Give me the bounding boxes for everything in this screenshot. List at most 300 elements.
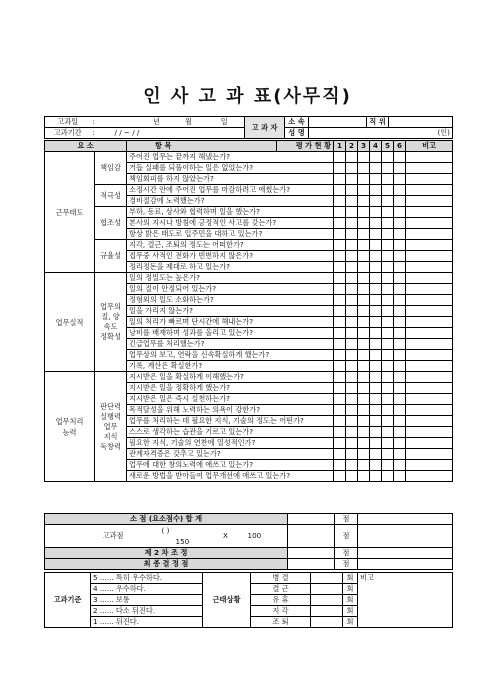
score-cell-2[interactable]: [346, 317, 358, 328]
note-cell[interactable]: [406, 460, 453, 471]
table-row: [45, 573, 453, 584]
score-cell-3[interactable]: [358, 174, 370, 185]
criteria-item: 1 ...... 뒤진다.: [91, 617, 203, 628]
evaluation-item: 접무중 사적인 전화가 빈번하지 않은가?: [127, 251, 334, 262]
score-cell-1[interactable]: [334, 394, 346, 405]
score-unit: 점: [335, 525, 358, 548]
score-cell-4[interactable]: [370, 372, 382, 383]
dept-field[interactable]: [309, 117, 367, 128]
score-cell-6[interactable]: [394, 152, 406, 163]
score-cell-2[interactable]: [346, 163, 358, 174]
note-cell[interactable]: [406, 372, 453, 383]
dept-label: 소 속: [285, 117, 309, 128]
score-header-1: 1: [334, 141, 346, 152]
score-cell-6[interactable]: [394, 372, 406, 383]
note-cell[interactable]: [406, 251, 453, 262]
note-cell[interactable]: [406, 207, 453, 218]
score-times: X: [206, 525, 246, 548]
score-cell-4[interactable]: [370, 427, 382, 438]
score-cell-6[interactable]: [394, 207, 406, 218]
score-cell-2[interactable]: [346, 383, 358, 394]
evaluation-item: 일의 질이 안정되어 있는가?: [127, 284, 334, 295]
score-cell-1[interactable]: [334, 207, 346, 218]
evaluation-item: 업무상의 보고, 연락을 신속확실하게 했는가?: [127, 350, 334, 361]
score-cell-1[interactable]: [334, 471, 346, 482]
note-cell[interactable]: [406, 427, 453, 438]
score-cell-4[interactable]: [370, 229, 382, 240]
score-cell-1[interactable]: [334, 284, 346, 295]
score-cell-2[interactable]: [346, 460, 358, 471]
item-header: 항 목: [127, 141, 277, 152]
note-cell[interactable]: [406, 416, 453, 427]
score-cell-2[interactable]: [346, 251, 358, 262]
score-cell-6[interactable]: [394, 196, 406, 207]
score-cell-4[interactable]: [370, 416, 382, 427]
attendance-label: 근태상황: [203, 573, 251, 628]
score-cell-5[interactable]: [382, 152, 394, 163]
note-cell[interactable]: [406, 449, 453, 460]
score-cell-5[interactable]: [382, 251, 394, 262]
score-cell-2[interactable]: [346, 339, 358, 350]
score-cell-5[interactable]: [382, 284, 394, 295]
score-cell-3[interactable]: [358, 229, 370, 240]
note-cell[interactable]: [406, 273, 453, 284]
score-cell-4[interactable]: [370, 383, 382, 394]
score-cell-6[interactable]: [394, 317, 406, 328]
section-category: [45, 152, 95, 273]
sub-element: [95, 273, 127, 372]
position-field[interactable]: [389, 117, 453, 128]
score-cell-2[interactable]: [346, 262, 358, 273]
eval-period-colon: :: [91, 128, 113, 139]
score-cell-1[interactable]: [334, 251, 346, 262]
score-cell-5[interactable]: [382, 394, 394, 405]
score-cell-1[interactable]: [334, 460, 346, 471]
score-cell-1[interactable]: [334, 317, 346, 328]
score-cell-1[interactable]: [334, 163, 346, 174]
score-cell-5[interactable]: [382, 273, 394, 284]
sub-element: [95, 207, 127, 240]
note-cell[interactable]: [406, 174, 453, 185]
score-cell-1[interactable]: [334, 295, 346, 306]
score-cell-2[interactable]: [346, 394, 358, 405]
score-cell-3[interactable]: [358, 295, 370, 306]
table-row: [45, 185, 453, 196]
score-cell-3[interactable]: [358, 471, 370, 482]
score-cell-6[interactable]: [394, 295, 406, 306]
score-cell-5[interactable]: [382, 185, 394, 196]
score-cell-2[interactable]: [346, 295, 358, 306]
score-cell-4[interactable]: [370, 350, 382, 361]
note-cell[interactable]: [406, 306, 453, 317]
table-row: [45, 273, 453, 284]
score-cell-6[interactable]: [394, 284, 406, 295]
final-score-unit: 점: [335, 559, 358, 570]
score-cell-5[interactable]: [382, 460, 394, 471]
evaluation-item: 목적달성을 위해 노력하는 의욕이 강한가?: [127, 405, 334, 416]
note-cell[interactable]: [406, 328, 453, 339]
score-cell-6[interactable]: [394, 229, 406, 240]
note-cell[interactable]: [406, 262, 453, 273]
sub-element: [95, 372, 127, 482]
score-cell-1[interactable]: [334, 174, 346, 185]
score-cell-3[interactable]: [358, 383, 370, 394]
note-header: 비고: [406, 141, 453, 152]
section-category-text: 업무실적: [55, 317, 84, 327]
score-cell-2[interactable]: [346, 229, 358, 240]
note-cell[interactable]: [406, 163, 453, 174]
score-cell-4[interactable]: [370, 174, 382, 185]
score-cell-1[interactable]: [334, 152, 346, 163]
score-cell-2[interactable]: [346, 273, 358, 284]
score-cell-5[interactable]: [382, 240, 394, 251]
evaluation-item: 스스로 생각하는 습관을 기르고 있는가?: [127, 427, 334, 438]
score-cell-5[interactable]: [382, 262, 394, 273]
score-cell-1[interactable]: [334, 185, 346, 196]
score-cell-6[interactable]: [394, 394, 406, 405]
evaluation-item: 본사의 지시나 방침에 긍정적인 사고를 갖는가?: [127, 218, 334, 229]
score-cell-3[interactable]: [358, 394, 370, 405]
score-cell-1[interactable]: [334, 350, 346, 361]
score-cell-1[interactable]: [334, 240, 346, 251]
evaluation-item: 지각, 결근, 조퇴의 정도는 어떠한가?: [127, 240, 334, 251]
score-cell-5[interactable]: [382, 427, 394, 438]
evaluation-item: 관계자격증은 갖추고 있는가?: [127, 449, 334, 460]
score-cell-3[interactable]: [358, 240, 370, 251]
score-cell-4[interactable]: [370, 152, 382, 163]
score-cell-4[interactable]: [370, 438, 382, 449]
score-cell-3[interactable]: [358, 427, 370, 438]
score-cell-3[interactable]: [358, 449, 370, 460]
note-cell[interactable]: [406, 471, 453, 482]
score-cell-1[interactable]: [334, 416, 346, 427]
score-cell-5[interactable]: [382, 416, 394, 427]
score-cell-3[interactable]: [358, 163, 370, 174]
score-cell-5[interactable]: [382, 229, 394, 240]
criteria-item: 5 ...... 특히 우수하다.: [91, 573, 203, 584]
score-cell-6[interactable]: [394, 427, 406, 438]
score-cell-1[interactable]: [334, 218, 346, 229]
score-cell-4[interactable]: [370, 471, 382, 482]
score-cell-4[interactable]: [370, 262, 382, 273]
final-score-value[interactable]: [288, 559, 335, 570]
subtotal-value[interactable]: [288, 514, 335, 525]
score-cell-4[interactable]: [370, 405, 382, 416]
attendance-unit: 회: [343, 595, 358, 606]
note-cell[interactable]: [406, 240, 453, 251]
score-cell-4[interactable]: [370, 361, 382, 372]
note-cell[interactable]: [406, 438, 453, 449]
score-cell-1[interactable]: [334, 196, 346, 207]
score-cell-5[interactable]: [382, 339, 394, 350]
score-cell-6[interactable]: [394, 438, 406, 449]
score-cell-3[interactable]: [358, 438, 370, 449]
score-cell-5[interactable]: [382, 372, 394, 383]
evaluation-item: 부하, 동료, 상사와 협력하며 일을 했는가?: [127, 207, 334, 218]
attendance-count[interactable]: [311, 595, 343, 606]
score-cell-5[interactable]: [382, 295, 394, 306]
score-cell-4[interactable]: [370, 240, 382, 251]
score-header-4: 4: [370, 141, 382, 152]
score-cell-2[interactable]: [346, 174, 358, 185]
score-cell-4[interactable]: [370, 328, 382, 339]
eval-date-day: 일: [205, 117, 245, 128]
evaluation-item: 지시받은 일을 확실하게 이해했는가?: [127, 372, 334, 383]
criteria-item: 3 ...... 보통: [91, 595, 203, 606]
score-cell-4[interactable]: [370, 394, 382, 405]
score-cell-1[interactable]: [334, 328, 346, 339]
score-cell-4[interactable]: [370, 460, 382, 471]
score-cell-2[interactable]: [346, 306, 358, 317]
score-cell-5[interactable]: [382, 449, 394, 460]
note-cell[interactable]: [406, 350, 453, 361]
sub-element: [95, 152, 127, 185]
section-category: [45, 372, 95, 482]
note-cell[interactable]: [406, 405, 453, 416]
score-cell-2[interactable]: [346, 185, 358, 196]
attendance-unit: 회: [343, 606, 358, 617]
score-cell-2[interactable]: [346, 350, 358, 361]
score-cell-5[interactable]: [382, 438, 394, 449]
sub-element-text: 규율성: [100, 251, 121, 260]
score-cell-3[interactable]: [358, 328, 370, 339]
attendance-unit: 회: [343, 617, 358, 628]
score-cell-6[interactable]: [394, 405, 406, 416]
note-cell[interactable]: [406, 339, 453, 350]
subtotal-unit: 점: [335, 514, 358, 525]
score-cell-3[interactable]: [358, 306, 370, 317]
score-cell-6[interactable]: [394, 361, 406, 372]
score-cell-3[interactable]: [358, 350, 370, 361]
score-cell-3[interactable]: [358, 372, 370, 383]
score-cell-1[interactable]: [334, 229, 346, 240]
sub-element-text: 독창력: [100, 441, 121, 451]
attendance-count[interactable]: [311, 617, 343, 628]
score-cell-6[interactable]: [394, 218, 406, 229]
sub-element-text: 협조성: [100, 218, 121, 227]
score-cell-4[interactable]: [370, 284, 382, 295]
name-field[interactable]: [309, 128, 389, 139]
score-cell-6[interactable]: [394, 383, 406, 394]
score-cell-2[interactable]: [346, 361, 358, 372]
evaluation-item: 업무를 처리하는 데 필요한 지식, 기술의 정도는 어떤가?: [127, 416, 334, 427]
score-cell-4[interactable]: [370, 295, 382, 306]
score-cell-6[interactable]: [394, 328, 406, 339]
evaluation-item: 소정시간 안에 주어진 업무를 마감하려고 애썼는가?: [127, 185, 334, 196]
score-cell-4[interactable]: [370, 449, 382, 460]
score-cell-4[interactable]: [370, 218, 382, 229]
score-cell-2[interactable]: [346, 240, 358, 251]
sub-element-text: 책임감: [100, 163, 121, 172]
evaluation-item: 필요한 지식, 기술의 연찬에 열성적인가?: [127, 438, 334, 449]
score-cell-1[interactable]: [334, 405, 346, 416]
score-cell-6[interactable]: [394, 306, 406, 317]
score-cell-3[interactable]: [358, 317, 370, 328]
eval-date-label: 고과일: [45, 117, 91, 128]
score-cell-5[interactable]: [382, 317, 394, 328]
sub-element-text: 적극성: [100, 190, 121, 200]
score-cell-5[interactable]: [382, 174, 394, 185]
score-cell-5[interactable]: [382, 306, 394, 317]
score-cell-2[interactable]: [346, 284, 358, 295]
score-cell-5[interactable]: [382, 361, 394, 372]
score-value[interactable]: [288, 525, 335, 548]
score-cell-5[interactable]: [382, 405, 394, 416]
note-cell[interactable]: [406, 229, 453, 240]
score-cell-6[interactable]: [394, 262, 406, 273]
name-label: 성 명: [285, 128, 309, 139]
score-cell-4[interactable]: [370, 185, 382, 196]
score-cell-2[interactable]: [346, 328, 358, 339]
eval-date-year: 년: [141, 117, 173, 128]
attendance-type: 조 퇴: [251, 617, 311, 628]
note-cell[interactable]: [406, 394, 453, 405]
score-cell-3[interactable]: [358, 284, 370, 295]
score-cell-3[interactable]: [358, 251, 370, 262]
score-cell-1[interactable]: [334, 273, 346, 284]
attendance-note[interactable]: 비고: [358, 573, 453, 628]
score-hundred: 100: [246, 525, 288, 548]
score-cell-4[interactable]: [370, 306, 382, 317]
evaluation-item: 정리정돈을 제대로 하고 있는가?: [127, 262, 334, 273]
score-cell-5[interactable]: [382, 471, 394, 482]
score-cell-3[interactable]: [358, 273, 370, 284]
score-cell-3[interactable]: [358, 416, 370, 427]
score-cell-3[interactable]: [358, 460, 370, 471]
score-cell-2[interactable]: [346, 449, 358, 460]
evaluation-item: 경비절감에 노력했는가?: [127, 196, 334, 207]
score-cell-1[interactable]: [334, 438, 346, 449]
score-cell-5[interactable]: [382, 350, 394, 361]
criteria-label: 고과기준: [45, 573, 91, 628]
attendance-count[interactable]: [311, 584, 343, 595]
score-cell-1[interactable]: [334, 306, 346, 317]
score-cell-1[interactable]: [334, 361, 346, 372]
evaluation-item: 일의 정밀도는 높은가?: [127, 273, 334, 284]
score-cell-6[interactable]: [394, 163, 406, 174]
score-cell-6[interactable]: [394, 240, 406, 251]
criteria-attendance-table: [44, 572, 453, 628]
evaluation-table: [44, 140, 453, 482]
score-denominator: 150: [126, 536, 206, 548]
score-cell-6[interactable]: [394, 449, 406, 460]
score-cell-1[interactable]: [334, 262, 346, 273]
score-cell-3[interactable]: [358, 218, 370, 229]
evaluation-item: 지시받은 일을 정확하게 했는가?: [127, 383, 334, 394]
score-cell-3[interactable]: [358, 185, 370, 196]
score-cell-6[interactable]: [394, 251, 406, 262]
score-cell-6[interactable]: [394, 339, 406, 350]
score-cell-4[interactable]: [370, 163, 382, 174]
attendance-count[interactable]: [311, 606, 343, 617]
note-cell[interactable]: [406, 383, 453, 394]
score-cell-3[interactable]: [358, 339, 370, 350]
evaluation-item: 기록, 계산은 확실한가?: [127, 361, 334, 372]
attendance-type: 결 근: [251, 584, 311, 595]
score-cell-2[interactable]: [346, 152, 358, 163]
score-cell-2[interactable]: [346, 438, 358, 449]
sub-element-text: 판단력: [100, 401, 121, 411]
note-cell[interactable]: [406, 284, 453, 295]
score-cell-1[interactable]: [334, 339, 346, 350]
score-cell-4[interactable]: [370, 317, 382, 328]
evaluation-item: 책임회피를 하지 않았는가?: [127, 174, 334, 185]
score-cell-6[interactable]: [394, 273, 406, 284]
score-cell-1[interactable]: [334, 372, 346, 383]
note-cell[interactable]: [406, 185, 453, 196]
score-paren: ( ): [126, 525, 206, 537]
score-cell-5[interactable]: [382, 163, 394, 174]
score-header-2: 2: [346, 141, 358, 152]
note-cell[interactable]: [406, 218, 453, 229]
section-category-text: 근무태도: [55, 207, 84, 217]
evaluation-item: 거듭 실패를 되풀이하는 일은 없었는가?: [127, 163, 334, 174]
score-cell-3[interactable]: [358, 361, 370, 372]
score-cell-3[interactable]: [358, 262, 370, 273]
score-cell-2[interactable]: [346, 427, 358, 438]
evaluation-item: 항상 밝은 태도로 입주민을 대하고 있는가?: [127, 229, 334, 240]
score-cell-4[interactable]: [370, 339, 382, 350]
second-adjust-value[interactable]: [288, 548, 335, 559]
score-cell-5[interactable]: [382, 196, 394, 207]
score-cell-5[interactable]: [382, 218, 394, 229]
sub-element-text: 업무의: [100, 302, 121, 311]
note-cell[interactable]: [406, 295, 453, 306]
score-cell-6[interactable]: [394, 185, 406, 196]
note-cell[interactable]: [406, 196, 453, 207]
score-cell-5[interactable]: [382, 383, 394, 394]
evaluation-item: 새로운 방법을 받아들여 업무개선에 애쓰고 있는가?: [127, 471, 334, 482]
note-cell[interactable]: [406, 152, 453, 163]
score-cell-6[interactable]: [394, 350, 406, 361]
second-adjust-unit: 점: [335, 548, 358, 559]
score-cell-2[interactable]: [346, 196, 358, 207]
second-adjust-label: 제 2 차 조 정: [45, 548, 288, 559]
sub-element-text: 질, 양: [101, 312, 120, 321]
score-cell-3[interactable]: [358, 152, 370, 163]
score-cell-4[interactable]: [370, 207, 382, 218]
score-cell-2[interactable]: [346, 405, 358, 416]
score-cell-3[interactable]: [358, 196, 370, 207]
note-cell[interactable]: [406, 317, 453, 328]
note-cell[interactable]: [406, 361, 453, 372]
evaluation-item: 긴급업무를 처리했는가?: [127, 339, 334, 350]
evaluation-item: 주어진 업무는 끝까지 해냈는가?: [127, 152, 334, 163]
evaluation-item: 정형외의 일도 소화하는가?: [127, 295, 334, 306]
score-cell-2[interactable]: [346, 416, 358, 427]
attendance-count[interactable]: [311, 573, 343, 584]
score-cell-1[interactable]: [334, 427, 346, 438]
score-cell-1[interactable]: [334, 383, 346, 394]
score-cell-6[interactable]: [394, 460, 406, 471]
score-cell-5[interactable]: [382, 207, 394, 218]
score-cell-1[interactable]: [334, 449, 346, 460]
score-cell-4[interactable]: [370, 196, 382, 207]
score-cell-3[interactable]: [358, 207, 370, 218]
score-cell-2[interactable]: [346, 471, 358, 482]
score-cell-5[interactable]: [382, 328, 394, 339]
score-cell-2[interactable]: [346, 372, 358, 383]
score-cell-2[interactable]: [346, 207, 358, 218]
score-cell-3[interactable]: [358, 405, 370, 416]
score-cell-6[interactable]: [394, 416, 406, 427]
score-cell-6[interactable]: [394, 174, 406, 185]
table-row: [45, 207, 453, 218]
score-cell-6[interactable]: [394, 471, 406, 482]
score-cell-2[interactable]: [346, 218, 358, 229]
score-cell-4[interactable]: [370, 251, 382, 262]
score-cell-4[interactable]: [370, 273, 382, 284]
